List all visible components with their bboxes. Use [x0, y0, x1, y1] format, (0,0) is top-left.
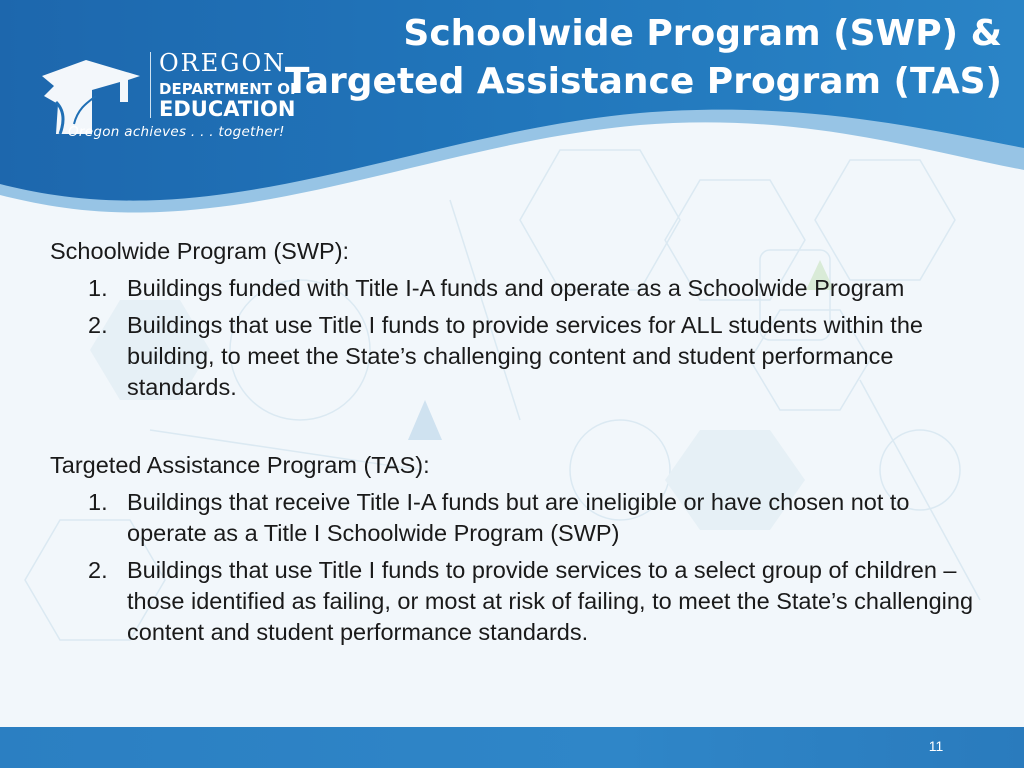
list-item-number: 1. — [88, 275, 108, 301]
list-item-text: Buildings that use Title I funds to provide services for ALL students within the building, to meet the State’s challenging content and student performance standards. — [127, 312, 923, 400]
list-item — [50, 487, 990, 549]
logo-divider — [150, 52, 151, 118]
section-tas — [50, 450, 990, 648]
logo-tagline: Oregon achieves . . . together! — [68, 124, 285, 140]
list-item-number: 2. — [88, 557, 108, 583]
section-heading: Targeted Assistance Program (TAS): — [50, 452, 430, 478]
tas-list — [50, 487, 990, 648]
list-item — [50, 310, 990, 403]
logo-department: DEPARTMENT OF — [159, 80, 301, 98]
logo-oregon: OREGON — [159, 49, 287, 77]
logo-text — [159, 50, 300, 120]
list-item-text: Buildings that receive Title I-A funds but are ineligible or have chosen not to operate as a Title I Schoolwide Program (SWP) — [127, 489, 910, 546]
swp-list — [50, 273, 990, 403]
list-item — [50, 555, 990, 648]
list-item-number: 1. — [88, 489, 108, 515]
list-item-text: Buildings funded with Title I-A funds and operate as a Schoolwide Program — [127, 275, 905, 301]
footer-bar — [0, 727, 1024, 768]
list-item-text: Buildings that use Title I funds to provide services to a select group of children – those identified as failing, or most at risk of failing, to meet the State’s challenging content and student performance standards. — [127, 557, 974, 645]
slide-title — [282, 10, 1002, 106]
slide-content — [50, 236, 990, 654]
title-line-1: Schoolwide Program (SWP) & — [403, 13, 1002, 54]
logo-education: EDUCATION — [159, 97, 296, 121]
title-line-2: Targeted Assistance Program (TAS) — [284, 61, 1002, 102]
section-heading: Schoolwide Program (SWP): — [50, 238, 350, 264]
list-item-number: 2. — [88, 312, 108, 338]
list-item — [50, 273, 990, 304]
page-number: 11 — [928, 738, 944, 754]
section-swp — [50, 236, 990, 403]
